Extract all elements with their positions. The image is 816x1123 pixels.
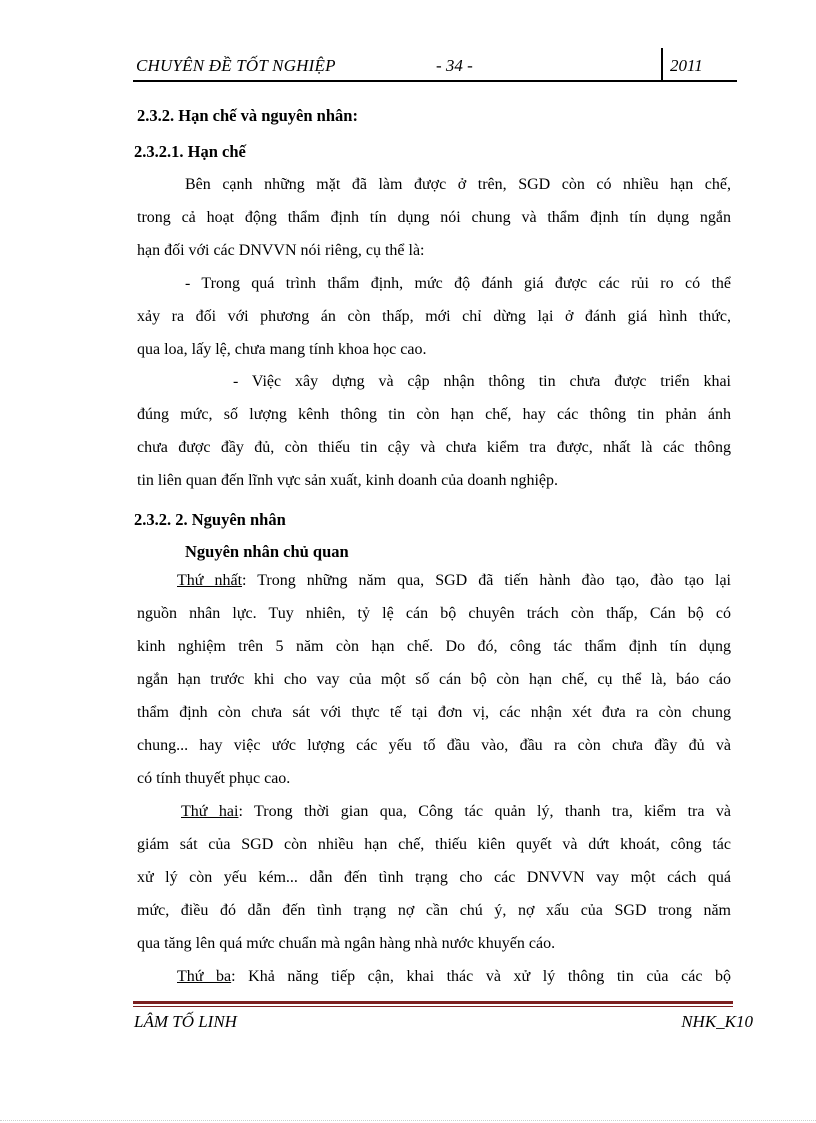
text-line: qua tăng lên quá mức chuẩn mà ngân hàng nhà nước khuyến cáo.: [137, 935, 556, 952]
subsection-heading-limitations: 2.3.2.1. Hạn chế: [134, 142, 246, 161]
text-line: mức, điều đó dẫn đến tình trạng nợ cần chú ý, nợ xấu của SGD trong năm: [137, 902, 731, 919]
page-edge: [0, 1120, 816, 1121]
header-rule: [133, 80, 737, 82]
section-heading-limitations-causes: 2.3.2. Hạn chế và nguyên nhân:: [137, 106, 358, 125]
text-line: có tính thuyết phục cao.: [137, 770, 291, 787]
text-line: Thứ nhất: Trong những năm qua, SGD đã tiến hành đào tạo, đào tạo lại: [177, 572, 731, 589]
page-header: [133, 48, 737, 82]
text-line: thẩm định còn chưa sát với thực tế tại đơn vị, các nhận xét đưa ra còn chung: [137, 704, 731, 721]
subsection-heading-causes: 2.3.2. 2. Nguyên nhân: [134, 510, 286, 529]
footer-rule: [133, 1001, 733, 1004]
label-third: Thứ ba: [177, 968, 232, 985]
text-line: chung... hay việc ước lượng các yếu tố đầu vào, đầu ra còn chưa đầy đủ và: [137, 737, 731, 754]
text-line: - Trong quá trình thẩm định, mức độ đánh giá được các rủi ro có thể: [185, 275, 731, 292]
text-line: đúng mức, số lượng kênh thông tin còn hạn chế, hay các thông tin phản ánh: [137, 406, 731, 423]
page-number: - 34 -: [436, 56, 473, 75]
paragraph-intro: [137, 168, 731, 267]
text-line: hạn đối với các DNVVN nói riêng, cụ thể là:: [137, 242, 425, 259]
text-line: ngắn hạn trước khi cho vay của một số cán bộ còn hạn chế, cụ thể là, báo cáo: [137, 671, 731, 688]
text-line: trong cả hoạt động thẩm định tín dụng nói chung và thẩm định tín dụng ngắn: [137, 209, 731, 226]
text-line: Bên cạnh những mặt đã làm được ở trên, SGD còn có nhiều hạn chế,: [185, 176, 731, 193]
text-line: Thứ ba: Khả năng tiếp cận, khai thác và xử lý thông tin của các bộ: [177, 968, 732, 985]
text-line: xử lý còn yếu kém... dẫn đến tình trạng cho các DNVVN vay một cách quá: [137, 869, 731, 886]
paragraph-third-cause: [137, 960, 731, 993]
text-line: tin liên quan đến lĩnh vực sản xuất, kinh doanh của doanh nghiệp.: [137, 472, 559, 489]
text-line: - Việc xây dựng và cập nhận thông tin chưa được triển khai: [233, 373, 731, 390]
text-line: qua loa, lấy lệ, chưa mang tính khoa học cao.: [137, 341, 427, 358]
text-line: Thứ hai: Trong thời gian qua, Công tác quản lý, thanh tra, kiểm tra và: [181, 803, 732, 820]
paragraph-second-cause: [137, 795, 731, 960]
footer-author: LÂM TỐ LINH: [134, 1012, 237, 1031]
text-line: xảy ra đối với phương án còn thấp, mới chỉ dừng lại ở đánh giá hình thức,: [137, 308, 731, 325]
label-first: Thứ nhất: [177, 572, 243, 589]
footer-rule-thin: [133, 1006, 733, 1007]
paragraph-first-cause: [137, 564, 731, 795]
label-second: Thứ hai: [181, 803, 239, 820]
header-title: CHUYÊN ĐỀ TỐT NGHIỆP: [136, 56, 336, 75]
subheading-subjective-causes: Nguyên nhân chủ quan: [185, 542, 349, 561]
header-divider: [661, 48, 663, 81]
text-line: giám sát của SGD còn nhiều hạn chế, thiếu kiên quyết và dứt khoát, công tác: [137, 836, 731, 853]
text-line: kinh nghiệm trên 5 năm còn hạn chế. Do đó, công tác thẩm định tín dụng: [137, 638, 731, 655]
paragraph-bullet-2: [137, 365, 731, 497]
footer-class: NHK_K10: [681, 1012, 753, 1031]
paragraph-bullet-1: [137, 267, 731, 366]
header-year: 2011: [670, 56, 703, 75]
text-line: nguồn nhân lực. Tuy nhiên, tỷ lệ cán bộ chuyên trách còn thấp, Cán bộ có: [137, 605, 731, 622]
text-line: chưa được đầy đủ, còn thiếu tin cậy và chưa kiểm tra được, nhất là các thông: [137, 439, 731, 456]
